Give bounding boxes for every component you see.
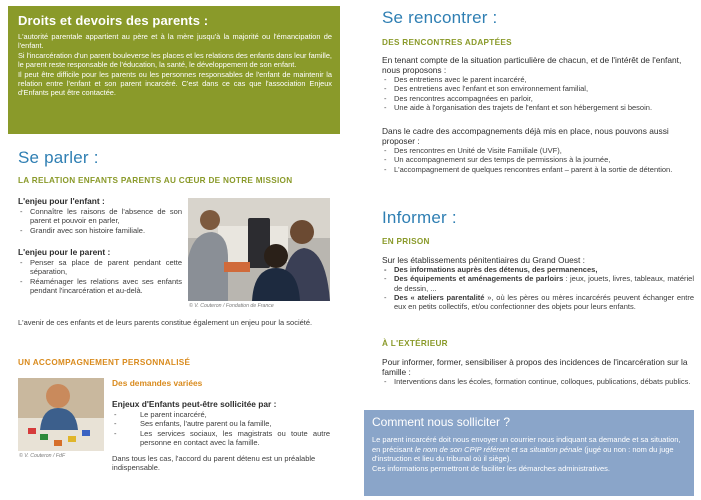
solliciter-para-1 <box>372 435 686 464</box>
solliciter-text-c: (jugé ou non : nom du juge d'instruction et lieu du tribunal où il siège). <box>372 444 674 464</box>
rights-para-3: Il peut être difficile pour les parents ou les personnes responsables de l'enfant de maintenir la relation entre l'enfant et son parent incarcéré. C'est dans ce cas que l'association Enjeux d'Enfants peut être contactée. <box>18 69 332 98</box>
informer-title: Informer : <box>382 208 457 227</box>
cadre-list <box>382 146 694 174</box>
demandes-title: Des demandes variées <box>112 378 203 388</box>
list-item: - Des entretiens avec le parent incarcéré, <box>382 75 694 84</box>
child-photo <box>18 378 104 451</box>
list-item: - Ses enfants, l'autre parent ou la famille, <box>112 419 330 428</box>
rencontres-heading: En tenant compte de la situation particulière de chacun, et de l'intérêt de l'enfant, nous proposons : <box>382 55 682 75</box>
sollicite-heading: Enjeux d'Enfants peut-être sollicitée par : <box>112 399 277 409</box>
list-item: - Réaménager les relations avec ses enfants pendant l'incarcération et au-delà. <box>18 277 182 296</box>
list-item: - Interventions dans les écoles, formation continue, colloques, publications, débats publics. <box>382 377 694 386</box>
prison-item3-rest: », où les pères ou mères incarcérés peuvent échanger entre eux en petits collectifs, et/ou confectionner des objets pour leurs enfants. <box>394 292 694 312</box>
enjeu-parent-list <box>18 258 182 295</box>
accord-text: Dans tous les cas, l'accord du parent détenu est un préalable indispensable. <box>112 454 316 473</box>
enjeu-parent-heading: L'enjeu pour le parent : <box>18 247 111 257</box>
cadre-block <box>382 126 694 174</box>
list-item: - Penser sa place de parent pendant cette séparation, <box>18 258 182 277</box>
rights-para-1: L'autorité parentale appartient au père et à la mère jusqu'à la majorité ou l'émancipation de l'enfant. <box>18 32 332 51</box>
exterieur-heading: Pour informer, former, sensibiliser à propos des incidences de l'incarcération sur la famille : <box>382 357 688 377</box>
demandes-block <box>112 378 330 473</box>
list-item: - Une aide à l'organisation des trajets de l'enfant et son hébergement si besoin. <box>382 103 694 112</box>
list-item: - Connaître les raisons de l'absence de son parent et pouvoir en parler, <box>18 207 182 226</box>
list-item <box>382 293 694 312</box>
se-parler-title: Se parler : <box>18 148 99 167</box>
exterieur-subtitle: À L'EXTÉRIEUR <box>382 339 448 348</box>
prison-item3-pre: Des « <box>394 292 418 302</box>
prison-item2-rest: : jeux, jouets, livres, tableaux, matériel de dessin, ... <box>394 274 694 293</box>
list-item: - Des rencontres accompagnées en parloir, <box>382 94 694 103</box>
list-item: - Les services sociaux, les magistrats ou toute autre personne en contact avec la famille. <box>112 429 330 448</box>
enjeu-enfant-block <box>18 196 182 235</box>
photo1-credit: © V. Couteron / Fondation de France <box>189 303 274 309</box>
prison-item2-bold: Des équipements et aménagements de parloirs <box>394 274 564 284</box>
exterieur-block <box>382 357 694 386</box>
se-rencontrer-title: Se rencontrer : <box>382 8 498 27</box>
enjeu-enfant-list <box>18 207 182 235</box>
solliciter-box <box>364 410 694 496</box>
rencontres-block <box>382 55 694 112</box>
rights-box <box>8 6 340 134</box>
relation-subtitle: LA RELATION ENFANTS PARENTS AU CŒUR DE NOTRE MISSION <box>18 176 293 185</box>
list-item: - Des informations auprès des détenus, des permanences, <box>382 265 694 274</box>
enjeu-parent-block <box>18 247 182 295</box>
prison-list <box>382 265 694 311</box>
prison-item3-bold: ateliers parentalité <box>417 292 485 302</box>
list-item <box>382 274 694 293</box>
prison-block <box>382 255 694 311</box>
cadre-heading: Dans le cadre des accompagnements déjà mis en place, nous pouvons aussi proposer : <box>382 126 669 146</box>
list-item: - Le parent incarcéré, <box>112 410 330 419</box>
avenir-text: L'avenir de ces enfants et de leurs parents constitue également un enjeu pour la société. <box>18 318 313 327</box>
list-item: - Un accompagnement sur des temps de permissions à la journée, <box>382 155 694 164</box>
solliciter-title: Comment nous solliciter ? <box>372 415 511 429</box>
solliciter-text-a: Le parent incarcéré doit nous envoyer un courrier nous indiquant sa demande et sa situation, en précisant <box>372 435 681 454</box>
rights-title: Droits et devoirs des parents : <box>18 13 209 28</box>
prison-subtitle: EN PRISON <box>382 237 430 246</box>
family-photo <box>188 198 330 301</box>
list-item: - Des rencontres en Unité de Visite Familiale (UVF), <box>382 146 694 155</box>
rencontres-list <box>382 75 694 112</box>
photo2-credit: © V. Couteron / FdF <box>19 453 66 459</box>
enjeu-enfant-heading: L'enjeu pour l'enfant : <box>18 196 105 206</box>
rights-para-2: Si l'incarcération d'un parent bouleverse les places et les relations des enfants dans leur famille, le parent reste responsable de l'éducation, la santé, le développement de son enfant. <box>18 50 332 70</box>
list-item: - L'accompagnement de quelques rencontres enfant – parent à la sortie de détention. <box>382 165 694 174</box>
solliciter-para-2: Ces informations permettront de faciliter les démarches administratives. <box>372 463 611 473</box>
sollicite-list <box>112 410 330 447</box>
accompagnement-subtitle: UN ACCOMPAGNEMENT PERSONNALISÉ <box>18 358 191 367</box>
rencontres-subtitle: DES RENCONTRES ADAPTÉES <box>382 38 512 47</box>
child-photo-image <box>18 378 104 451</box>
prison-heading: Sur les établissements pénitentiaires du Grand Ouest : <box>382 255 585 265</box>
solliciter-text-b: le nom de son CPIP référent et sa situation pénale <box>414 444 583 454</box>
exterieur-list <box>382 377 694 386</box>
list-item: - Grandir avec son histoire familiale. <box>18 226 182 235</box>
family-photo-image <box>188 198 330 301</box>
list-item: - Des entretiens avec l'enfant et son environnement familial, <box>382 84 694 93</box>
